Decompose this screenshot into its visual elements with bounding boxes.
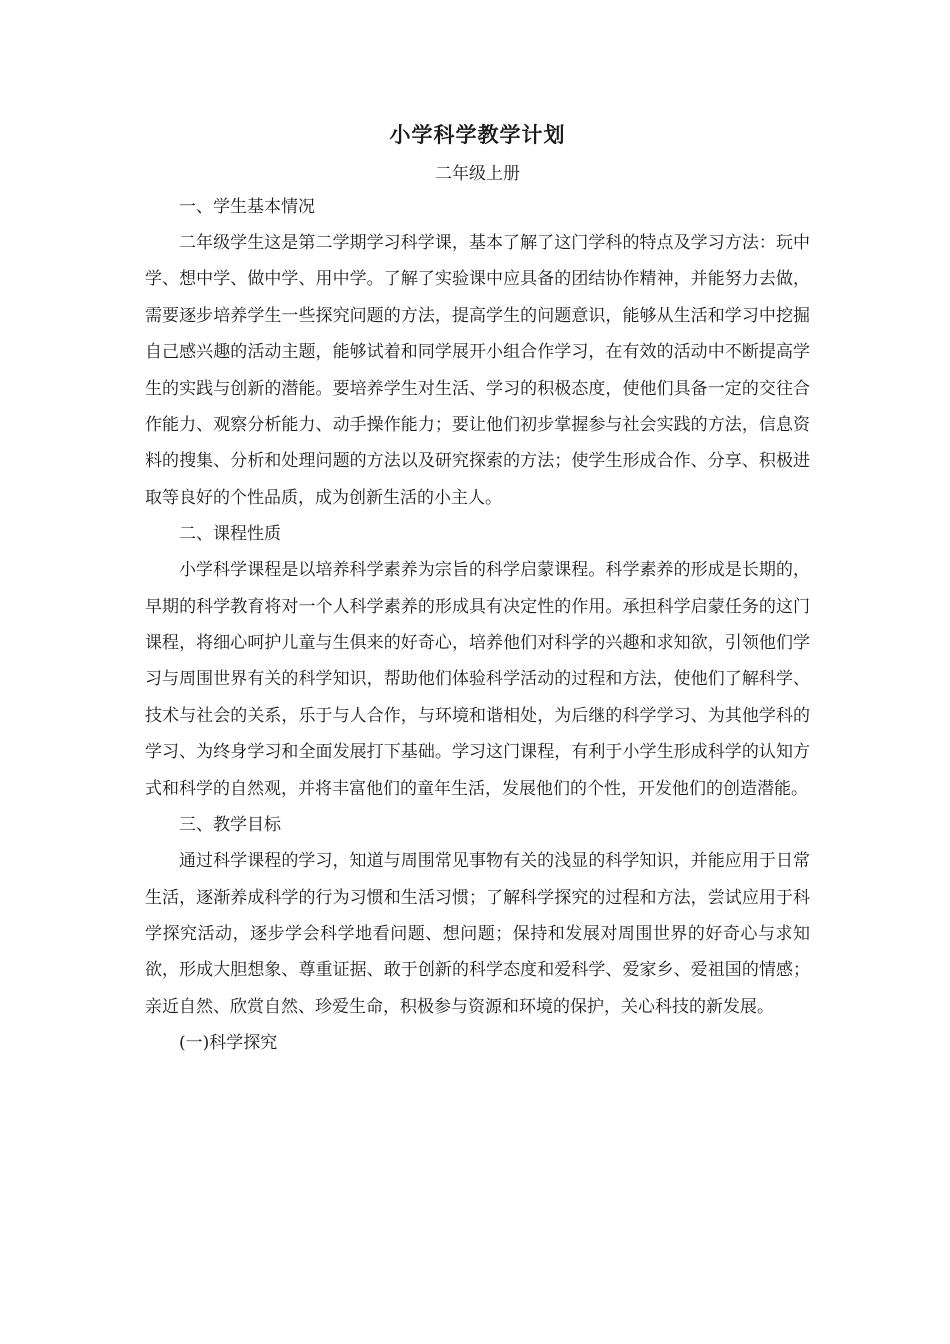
document-title: 小学科学教学计划	[389, 122, 566, 147]
section-heading-course-nature: 二、课程性质	[179, 524, 281, 545]
section-heading-student-situation: 一、学生基本情况	[179, 197, 315, 217]
section-heading-teaching-goals: 三、教学目标	[179, 815, 281, 836]
document-body	[145, 117, 810, 1061]
section-paragraph-student-situation: 二年级学生这是第二学期学习科学课，基本了解了这门学科的特点及学习方法：玩中学、想中学、做中学、用中学。了解了实验课中应具备的团结协作精神，并能努力去做，需要逐步培养学生一些探究问题的方法，提高学生的问题意识，能够从生活和学习中挖掘自己感兴趣的活动主题，能够试着和同学展开小组合作学习，在有效的活动中不断提高学生的实践与创新的潜能。要培养学生对生活、学习的积极态度，使他们具备一定的交往合作能力、观察分析能力、动手操作能力；要让他们初步掌握参与社会实践的方法，信息资料的搜集、分析和处理问题的方法以及研究探索的方法；使学生形成合作、分享、积极进取等良好的个性品质，成为创新生活的小主人。	[145, 233, 810, 508]
section-heading-science-inquiry: (一)科学探究	[179, 1033, 278, 1054]
section-paragraph-teaching-goals: 通过科学课程的学习，知道与周围常见事物有关的浅显的科学知识，并能应用于日常生活，逐渐养成科学的行为习惯和生活习惯；了解科学探究的过程和方法，尝试应用于科学探究活动，逐步学会科学地看问题、想问题；保持和发展对周围世界的好奇心与求知欲，形成大胆想象、尊重证据、敢于创新的科学态度和爱科学、爱家乡、爱祖国的情感；亲近自然、欣赏自然、珍爱生命，积极参与资源和环境的保护，关心科技的新发展。	[145, 851, 810, 1017]
section-paragraph-course-nature: 小学科学课程是以培养科学素养为宗旨的科学启蒙课程。科学素养的形成是长期的，早期的科学教育将对一个人科学素养的形成具有决定性的作用。承担科学启蒙任务的这门课程，将细心呵护儿童与生俱来的好奇心，培养他们对科学的兴趣和求知欲，引领他们学习与周围世界有关的科学知识，帮助他们体验科学活动的过程和方法，使他们了解科学、技术与社会的关系，乐于与人合作，与环境和谐相处，为后继的科学学习、为其他学科的学习、为终身学习和全面发展打下基础。学习这门课程，有利于小学生形成科学的认知方式和科学的自然观，并将丰富他们的童年生活，发展他们的个性，开发他们的创造潜能。	[145, 560, 810, 799]
document-subtitle: 二年级上册	[435, 164, 520, 184]
